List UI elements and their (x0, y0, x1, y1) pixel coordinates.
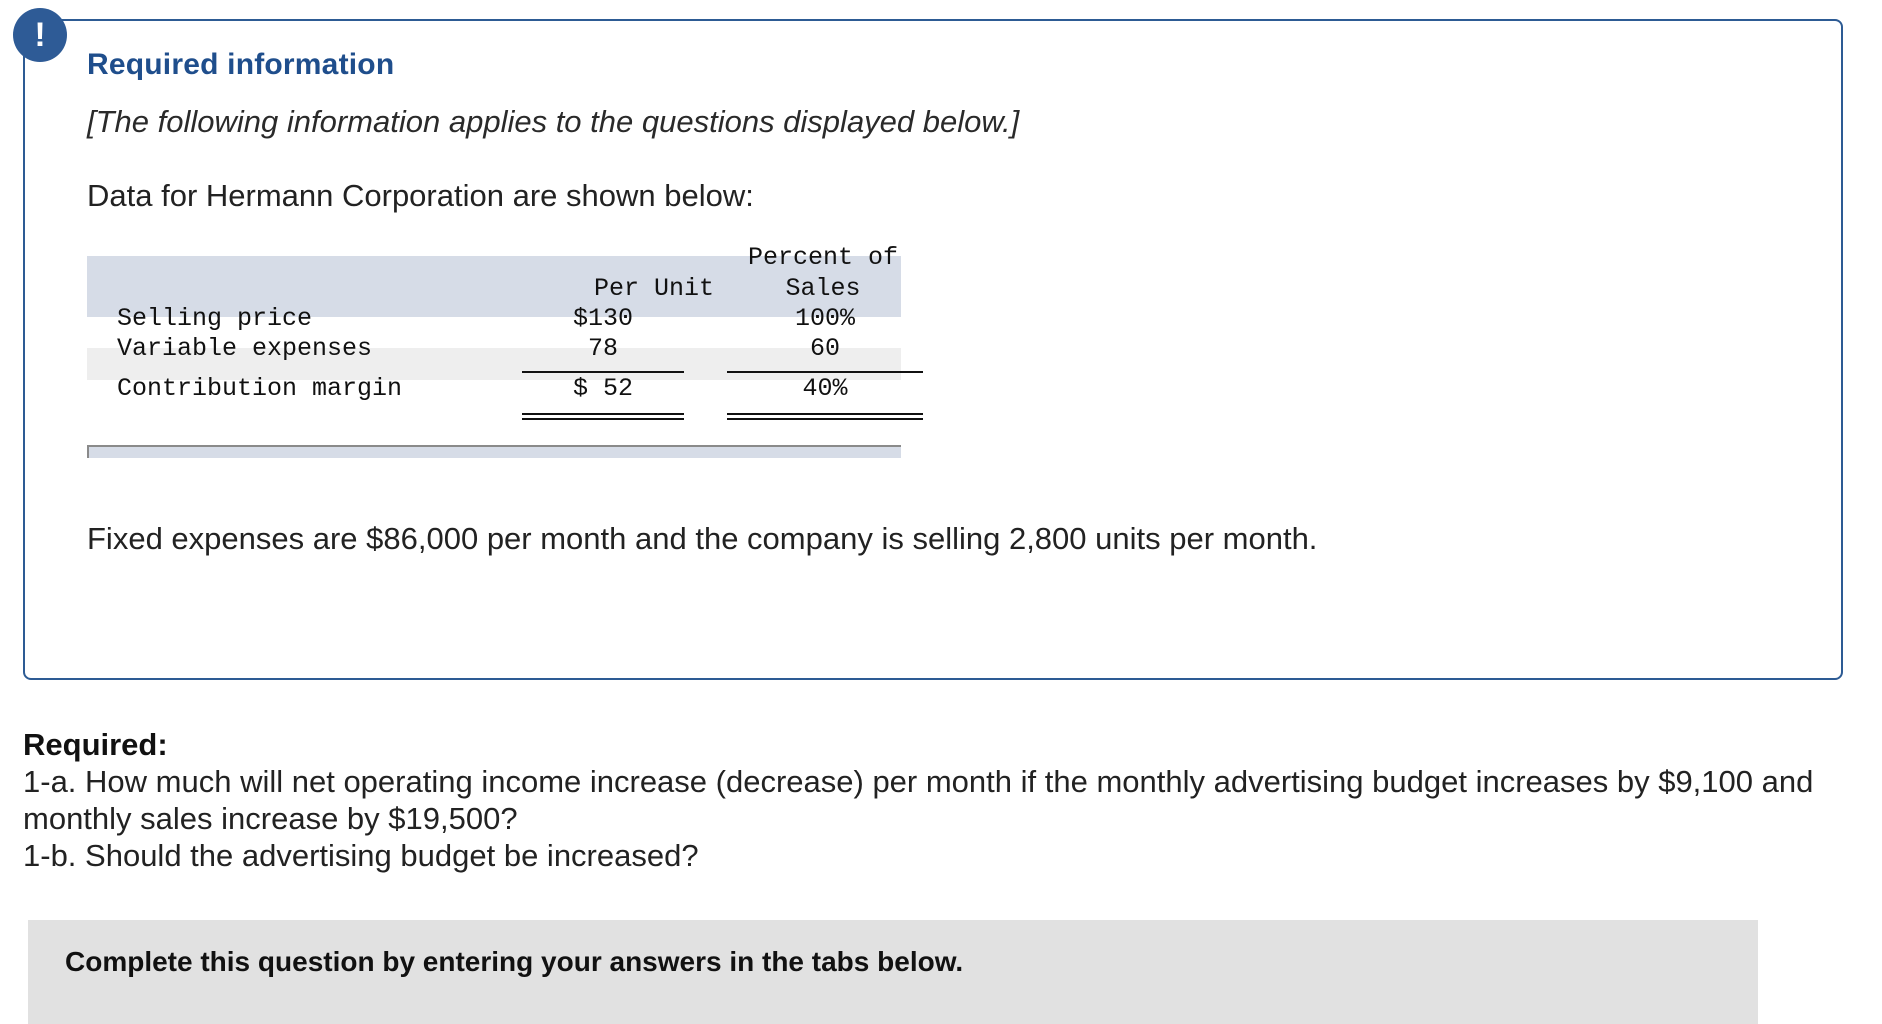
applies-note: [The following information applies to the questions displayed below.] (87, 104, 1020, 139)
question-1b: 1-b. Should the advertising budget be increased? (23, 838, 699, 873)
question-1a: 1-a. How much will net operating income increase (decrease) per month if the monthly advertising budget increases by $9,100 and monthly sales increase by $19,500? (23, 764, 1814, 836)
data-table (87, 243, 901, 458)
instructions-bar (28, 920, 1758, 1024)
required-information-title: Required information (87, 48, 395, 81)
header-percent-line1: Percent of (747, 243, 899, 272)
table-cell-per-unit: $ 52 (572, 374, 633, 403)
table-cell-per-unit: $130 (572, 304, 633, 333)
table-cell-percent: 60 (809, 334, 840, 363)
subtotal-rule (727, 371, 923, 373)
header-percent-line2: Sales (785, 274, 861, 303)
table-footer-bar (87, 445, 901, 458)
table-cell-percent: 100% (794, 304, 855, 333)
table-cell-per-unit: 78 (587, 334, 618, 363)
subtotal-rule (522, 371, 684, 373)
table-cell-percent: 40% (802, 374, 848, 403)
table-row-label: Selling price (117, 304, 313, 333)
alert-icon: ! (13, 8, 67, 62)
fixed-expenses-note: Fixed expenses are $86,000 per month and the company is selling 2,800 units per month. (87, 521, 1318, 556)
instructions-text: Complete this question by entering your answers in the tabs below. (65, 946, 964, 977)
total-double-rule (522, 413, 684, 420)
table-row-label: Variable expenses (117, 334, 373, 363)
required-questions (23, 726, 1873, 874)
header-per-unit: Per Unit (594, 274, 715, 303)
total-double-rule (727, 413, 923, 420)
data-intro: Data for Hermann Corporation are shown below: (87, 178, 754, 213)
required-label: Required: (23, 727, 168, 762)
table-row-label: Contribution margin (117, 374, 403, 403)
